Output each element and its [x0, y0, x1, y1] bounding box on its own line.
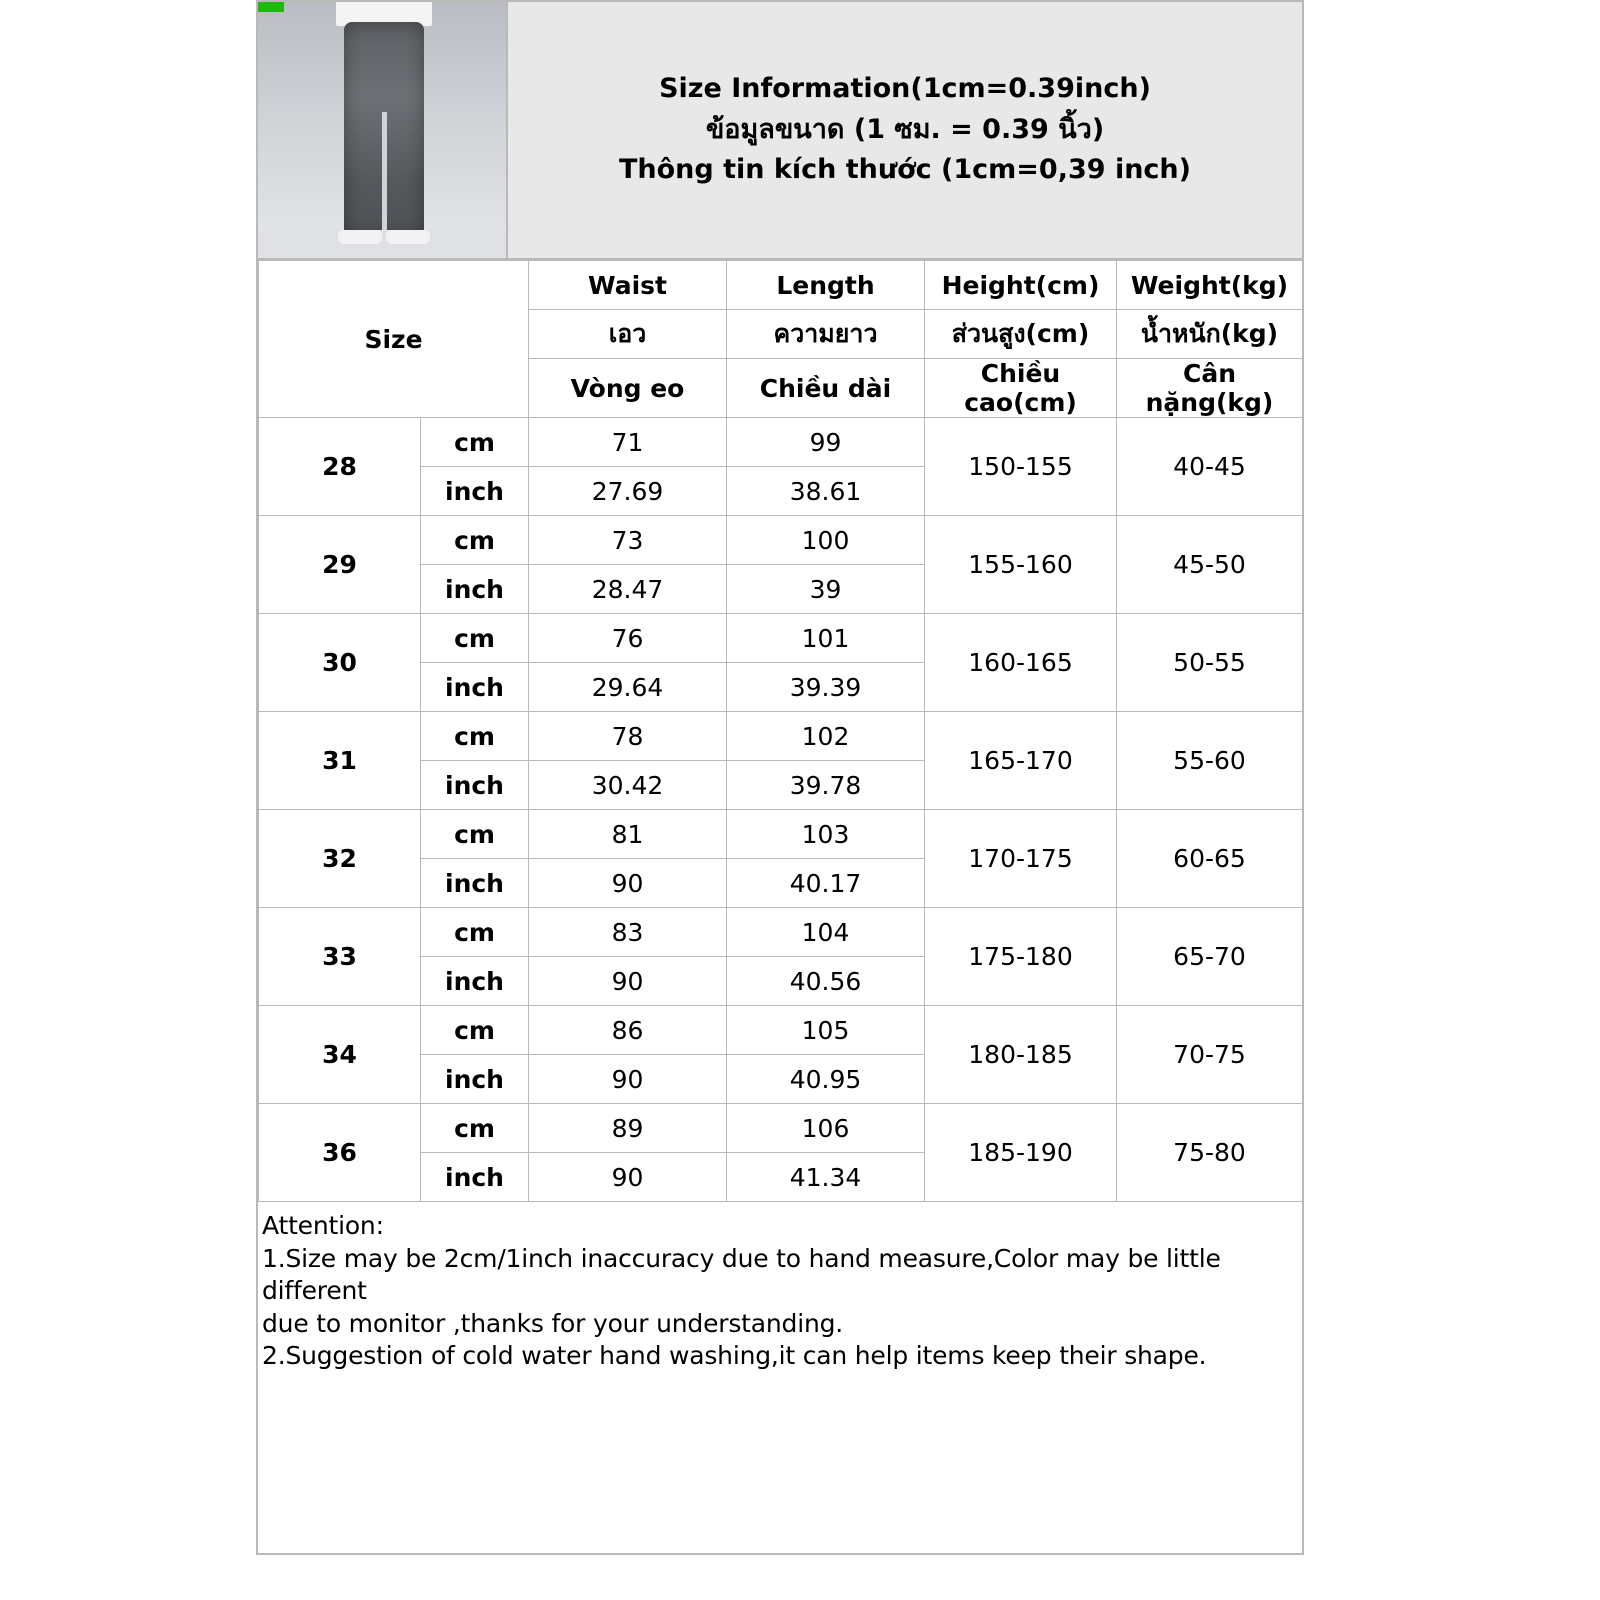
length-cm-32: 103 — [727, 810, 925, 859]
waist-inch-30: 29.64 — [529, 663, 727, 712]
length-cm-36: 106 — [727, 1104, 925, 1153]
length-cm-33: 104 — [727, 908, 925, 957]
col-header-height-en: Height(cm) — [925, 261, 1117, 310]
table-row — [259, 418, 1303, 467]
col-header-length-th: ความยาว — [727, 310, 925, 359]
waist-cm-28: 71 — [529, 418, 727, 467]
row-size-33: 33 — [259, 908, 421, 1006]
row-size-30: 30 — [259, 614, 421, 712]
title-line-en: Size Information(1cm=0.39inch) — [659, 73, 1151, 105]
waist-inch-33: 90 — [529, 957, 727, 1006]
size-table — [258, 260, 1303, 1202]
waist-inch-31: 30.42 — [529, 761, 727, 810]
length-inch-28: 38.61 — [727, 467, 925, 516]
photo-floor-shape — [258, 230, 506, 258]
waist-cm-33: 83 — [529, 908, 727, 957]
table-row — [259, 712, 1303, 761]
row-size-32: 32 — [259, 810, 421, 908]
table-header-row-en — [259, 261, 1303, 310]
height-30: 160-165 — [925, 614, 1117, 712]
weight-31: 55-60 — [1117, 712, 1303, 810]
row-size-29: 29 — [259, 516, 421, 614]
unit-inch: inch — [421, 1055, 529, 1104]
table-row — [259, 614, 1303, 663]
unit-cm: cm — [421, 712, 529, 761]
col-header-weight-en: Weight(kg) — [1117, 261, 1303, 310]
row-size-36: 36 — [259, 1104, 421, 1202]
size-header-cell: Size — [259, 261, 529, 418]
unit-inch: inch — [421, 565, 529, 614]
model-left-shoe-shape — [338, 230, 382, 244]
table-row — [259, 1104, 1303, 1153]
model-leg-gap-shape — [382, 112, 387, 237]
weight-28: 40-45 — [1117, 418, 1303, 516]
length-inch-34: 40.95 — [727, 1055, 925, 1104]
weight-30: 50-55 — [1117, 614, 1303, 712]
table-row — [259, 1006, 1303, 1055]
height-32: 170-175 — [925, 810, 1117, 908]
length-cm-28: 99 — [727, 418, 925, 467]
attention-line-1: 1.Size may be 2cm/1inch inaccuracy due to hand measure,Color may be little different — [262, 1243, 1221, 1305]
length-inch-36: 41.34 — [727, 1153, 925, 1202]
size-chart-sheet — [256, 0, 1304, 1555]
weight-32: 60-65 — [1117, 810, 1303, 908]
col-header-length-en: Length — [727, 261, 925, 310]
table-row — [259, 810, 1303, 859]
attention-block — [258, 1202, 1302, 1553]
col-header-height-vi: Chiều cao(cm) — [925, 359, 1117, 418]
chart-header — [258, 2, 1302, 260]
title-line-th: ข้อมูลขนาด (1 ซม. = 0.39 นิ้ว) — [705, 113, 1105, 145]
waist-cm-34: 86 — [529, 1006, 727, 1055]
waist-inch-32: 90 — [529, 859, 727, 908]
unit-inch: inch — [421, 467, 529, 516]
height-29: 155-160 — [925, 516, 1117, 614]
length-inch-33: 40.56 — [727, 957, 925, 1006]
weight-33: 65-70 — [1117, 908, 1303, 1006]
attention-heading: Attention: — [262, 1211, 384, 1240]
length-cm-34: 105 — [727, 1006, 925, 1055]
waist-cm-32: 81 — [529, 810, 727, 859]
waist-cm-29: 73 — [529, 516, 727, 565]
height-34: 180-185 — [925, 1006, 1117, 1104]
waist-cm-31: 78 — [529, 712, 727, 761]
height-36: 185-190 — [925, 1104, 1117, 1202]
row-size-34: 34 — [259, 1006, 421, 1104]
col-header-waist-en: Waist — [529, 261, 727, 310]
length-inch-31: 39.78 — [727, 761, 925, 810]
table-row — [259, 516, 1303, 565]
col-header-length-vi: Chiều dài — [727, 359, 925, 418]
unit-inch: inch — [421, 761, 529, 810]
unit-cm: cm — [421, 418, 529, 467]
col-header-waist-th: เอว — [529, 310, 727, 359]
height-33: 175-180 — [925, 908, 1117, 1006]
waist-inch-28: 27.69 — [529, 467, 727, 516]
col-header-weight-th: น้ำหนัก(kg) — [1117, 310, 1303, 359]
unit-inch: inch — [421, 663, 529, 712]
waist-inch-34: 90 — [529, 1055, 727, 1104]
weight-29: 45-50 — [1117, 516, 1303, 614]
waist-cm-36: 89 — [529, 1104, 727, 1153]
unit-cm: cm — [421, 1104, 529, 1153]
length-inch-30: 39.39 — [727, 663, 925, 712]
unit-inch: inch — [421, 1153, 529, 1202]
length-cm-29: 100 — [727, 516, 925, 565]
unit-cm: cm — [421, 810, 529, 859]
weight-36: 75-80 — [1117, 1104, 1303, 1202]
row-size-28: 28 — [259, 418, 421, 516]
col-header-height-th: ส่วนสูง(cm) — [925, 310, 1117, 359]
row-size-31: 31 — [259, 712, 421, 810]
attention-line-3: 2.Suggestion of cold water hand washing,it can help items keep their shape. — [262, 1341, 1207, 1370]
attention-line-2: due to monitor ,thanks for your understanding. — [262, 1308, 844, 1338]
weight-34: 70-75 — [1117, 1006, 1303, 1104]
unit-inch: inch — [421, 957, 529, 1006]
length-cm-30: 101 — [727, 614, 925, 663]
waist-inch-29: 28.47 — [529, 565, 727, 614]
green-corner-marker — [258, 2, 284, 12]
waist-inch-36: 90 — [529, 1153, 727, 1202]
length-inch-32: 40.17 — [727, 859, 925, 908]
waist-cm-30: 76 — [529, 614, 727, 663]
unit-cm: cm — [421, 614, 529, 663]
unit-cm: cm — [421, 1006, 529, 1055]
table-row — [259, 908, 1303, 957]
title-line-vi: Thông tin kích thước (1cm=0,39 inch) — [618, 154, 1191, 186]
length-cm-31: 102 — [727, 712, 925, 761]
unit-cm: cm — [421, 516, 529, 565]
col-header-waist-vi: Vòng eo — [529, 359, 727, 418]
length-inch-29: 39 — [727, 565, 925, 614]
col-header-weight-vi: Cân nặng(kg) — [1117, 359, 1303, 418]
chart-title-block — [508, 2, 1302, 258]
unit-cm: cm — [421, 908, 529, 957]
product-photo — [258, 2, 508, 258]
height-28: 150-155 — [925, 418, 1117, 516]
height-31: 165-170 — [925, 712, 1117, 810]
unit-inch: inch — [421, 859, 529, 908]
model-right-shoe-shape — [386, 230, 430, 244]
